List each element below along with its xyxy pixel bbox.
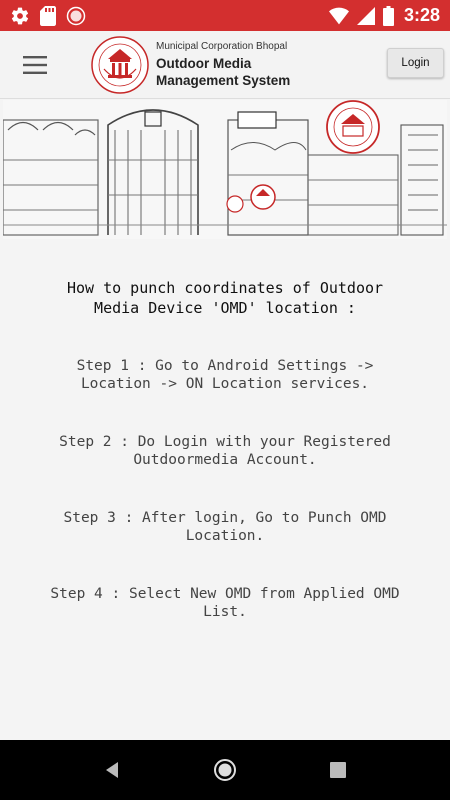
login-button[interactable]: Login [387, 48, 444, 78]
banner-image [3, 100, 447, 239]
system-nav-bar [0, 740, 450, 800]
menu-button[interactable] [16, 51, 54, 79]
status-bar [0, 0, 450, 31]
step-1-line1: Step 1 : Go to Android Settings -> [76, 358, 374, 374]
status-left-icons [10, 6, 86, 26]
sd-card-icon [40, 6, 56, 26]
heading-line1: How to punch coordinates of Outdoor [66, 279, 384, 297]
status-right-icons [329, 5, 440, 26]
wifi-icon [329, 7, 349, 25]
step-2 [20, 433, 430, 469]
banner-sketch [3, 100, 447, 239]
org-name: Municipal Corporation Bhopal [156, 41, 288, 52]
step-3-line2: Location. [185, 528, 265, 544]
step-2-line2: Outdoormedia Account. [133, 452, 317, 468]
home-icon[interactable] [212, 757, 238, 783]
recents-icon[interactable] [330, 762, 346, 778]
step-3-line1: Step 3 : After login, Go to Punch OMD [63, 510, 387, 526]
instructions-heading [20, 278, 430, 318]
signal-icon [357, 7, 375, 25]
step-4-line2: List. [203, 604, 247, 620]
step-3 [20, 509, 430, 545]
battery-icon [383, 6, 394, 26]
app-header [0, 31, 450, 99]
step-1 [20, 357, 430, 393]
step-2-line1: Step 2 : Do Login with your Registered [59, 434, 391, 450]
municipal-corporation-logo [90, 35, 150, 95]
step-4 [20, 585, 430, 621]
hamburger-menu-icon [23, 56, 47, 74]
step-4-line1: Step 4 : Select New OMD from Applied OMD [50, 586, 400, 602]
back-icon[interactable] [102, 760, 122, 780]
app-title [156, 55, 290, 89]
gear-icon [10, 6, 30, 26]
heading-line2: Media Device 'OMD' location : [94, 299, 356, 317]
app-title-line2: Management System [156, 73, 291, 88]
step-1-line2: Location -> ON Location services. [80, 376, 370, 392]
app-title-line1: Outdoor Media [156, 56, 252, 71]
status-time: 3:28 [403, 5, 440, 25]
record-icon [66, 6, 86, 26]
instructions-panel [0, 239, 450, 740]
